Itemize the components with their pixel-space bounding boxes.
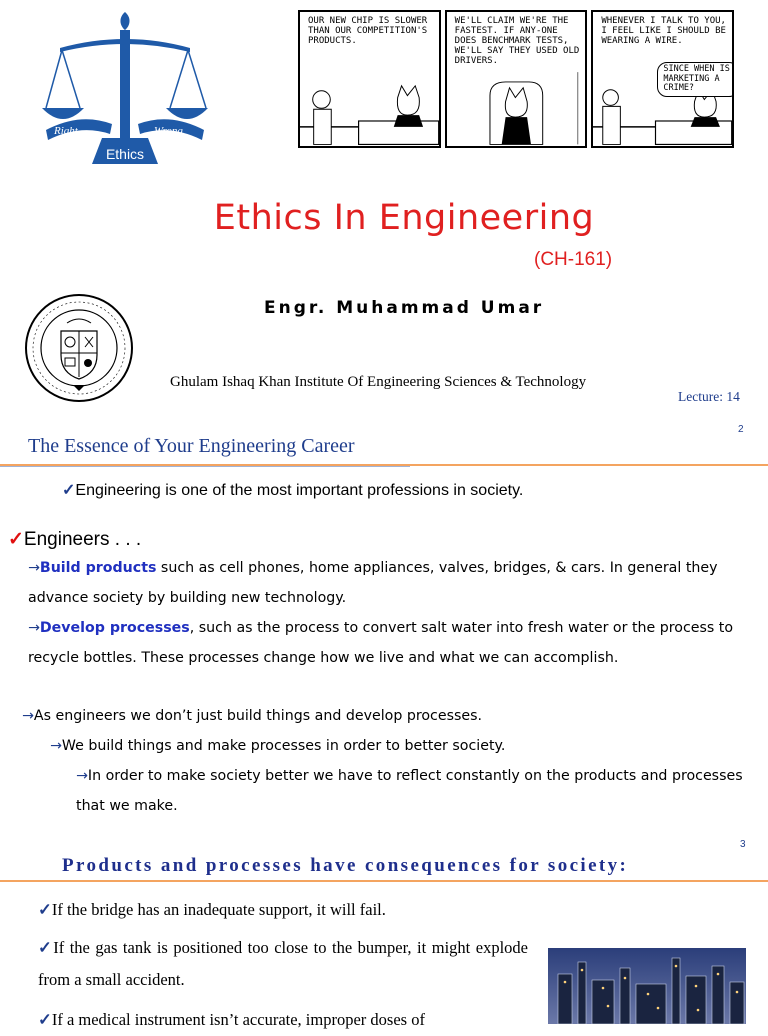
scale-left-label: Right bbox=[54, 125, 78, 137]
check-icon: ✓ bbox=[38, 1010, 52, 1029]
check-icon: ✓ bbox=[38, 900, 52, 919]
list-item-text: such as cell phones, home appliances, valves, bridges, & cars. In general they advance society by building new technology. bbox=[28, 560, 718, 606]
list-item bbox=[38, 932, 528, 996]
lead-text: Engineering is one of the most important professions in society. bbox=[75, 482, 524, 499]
check-icon: ✓ bbox=[8, 529, 24, 550]
scale-base-label: Ethics bbox=[105, 146, 145, 162]
comic-panel-1 bbox=[298, 10, 441, 148]
list-item-text: If a medical instrument isn’t accurate, improper doses of bbox=[51, 1010, 425, 1029]
slide-title: The Essence of Your Engineering Career bbox=[28, 435, 355, 457]
instructor-name: Engr. Muhammad Umar bbox=[264, 298, 545, 318]
dilbert-comic-strip bbox=[298, 10, 734, 148]
ethics-scales-logo bbox=[40, 8, 210, 168]
institute-name: Ghulam Ishaq Khan Institute Of Engineering Sciences & Technology bbox=[170, 374, 587, 390]
list-item-text: If the gas tank is positioned too close to the bumper, it might explode from a small accident. bbox=[38, 938, 528, 989]
slide-number: 2 bbox=[738, 424, 744, 435]
list-item bbox=[28, 613, 748, 673]
list-item bbox=[76, 761, 752, 821]
refinery-photo bbox=[548, 948, 746, 1024]
institute-seal-logo bbox=[23, 293, 135, 403]
highlight-term: Build products bbox=[39, 560, 157, 576]
arrow-icon: → bbox=[28, 560, 40, 576]
presentation-title: Ethics In Engineering bbox=[213, 198, 595, 238]
list-item bbox=[38, 1004, 528, 1036]
arrow-icon: → bbox=[28, 620, 40, 636]
lead-statement bbox=[62, 480, 523, 500]
list-item-text: , such as the process to convert salt water into fresh water or the process to recycle bottles. These processes change how we live and what we can accomplish. bbox=[28, 620, 734, 666]
scale-right-label: Wrong bbox=[154, 125, 183, 137]
arrow-icon: → bbox=[76, 768, 88, 784]
arrow-icon: → bbox=[22, 708, 34, 724]
list-item bbox=[50, 731, 750, 761]
list-item bbox=[28, 553, 748, 613]
check-icon: ✓ bbox=[38, 938, 54, 957]
divider-orange bbox=[0, 880, 768, 882]
highlight-term: Develop processes bbox=[39, 620, 190, 636]
list-item bbox=[22, 701, 742, 731]
comic-panel-3-text: WHENEVER I TALK TO YOU, I FEEL LIKE I SHOULD BE WEARING A WIRE. bbox=[601, 16, 726, 46]
engineers-heading bbox=[8, 528, 141, 551]
comic-panel-1-text: OUR NEW CHIP IS SLOWER THAN OUR COMPETITION'S PRODUCTS. bbox=[308, 16, 428, 46]
list-item-text: In order to make society better we have to reflect constantly on the products and processes that we make. bbox=[76, 768, 743, 814]
list-item bbox=[38, 894, 518, 926]
slide-title: Products and processes have consequences for society: bbox=[62, 855, 629, 876]
lecture-number: Lecture: 14 bbox=[678, 389, 740, 404]
check-icon: ✓ bbox=[62, 482, 76, 499]
comic-panel-2 bbox=[445, 10, 588, 148]
comic-panel-3 bbox=[591, 10, 734, 148]
list-item-text: We build things and make processes in order to better society. bbox=[61, 738, 506, 754]
list-item-text: If the bridge has an inadequate support, it will fail. bbox=[51, 900, 386, 919]
divider-blue bbox=[0, 466, 410, 467]
engineers-text: Engineers . . . bbox=[23, 529, 142, 550]
list-item-text: As engineers we don’t just build things and develop processes. bbox=[33, 708, 482, 724]
slide-number: 3 bbox=[740, 839, 746, 850]
comic-panel-2-text: WE'LL CLAIM WE'RE THE FASTEST. IF ANY-ONE DOES BENCHMARK TESTS, WE'LL SAY THEY USED OLD DRIVERS. bbox=[454, 16, 580, 66]
arrow-icon: → bbox=[50, 738, 62, 754]
course-code: (CH-161) bbox=[534, 249, 613, 270]
comic-panel-3-reply: SINCE WHEN IS MARKETING A CRIME? bbox=[657, 62, 734, 97]
